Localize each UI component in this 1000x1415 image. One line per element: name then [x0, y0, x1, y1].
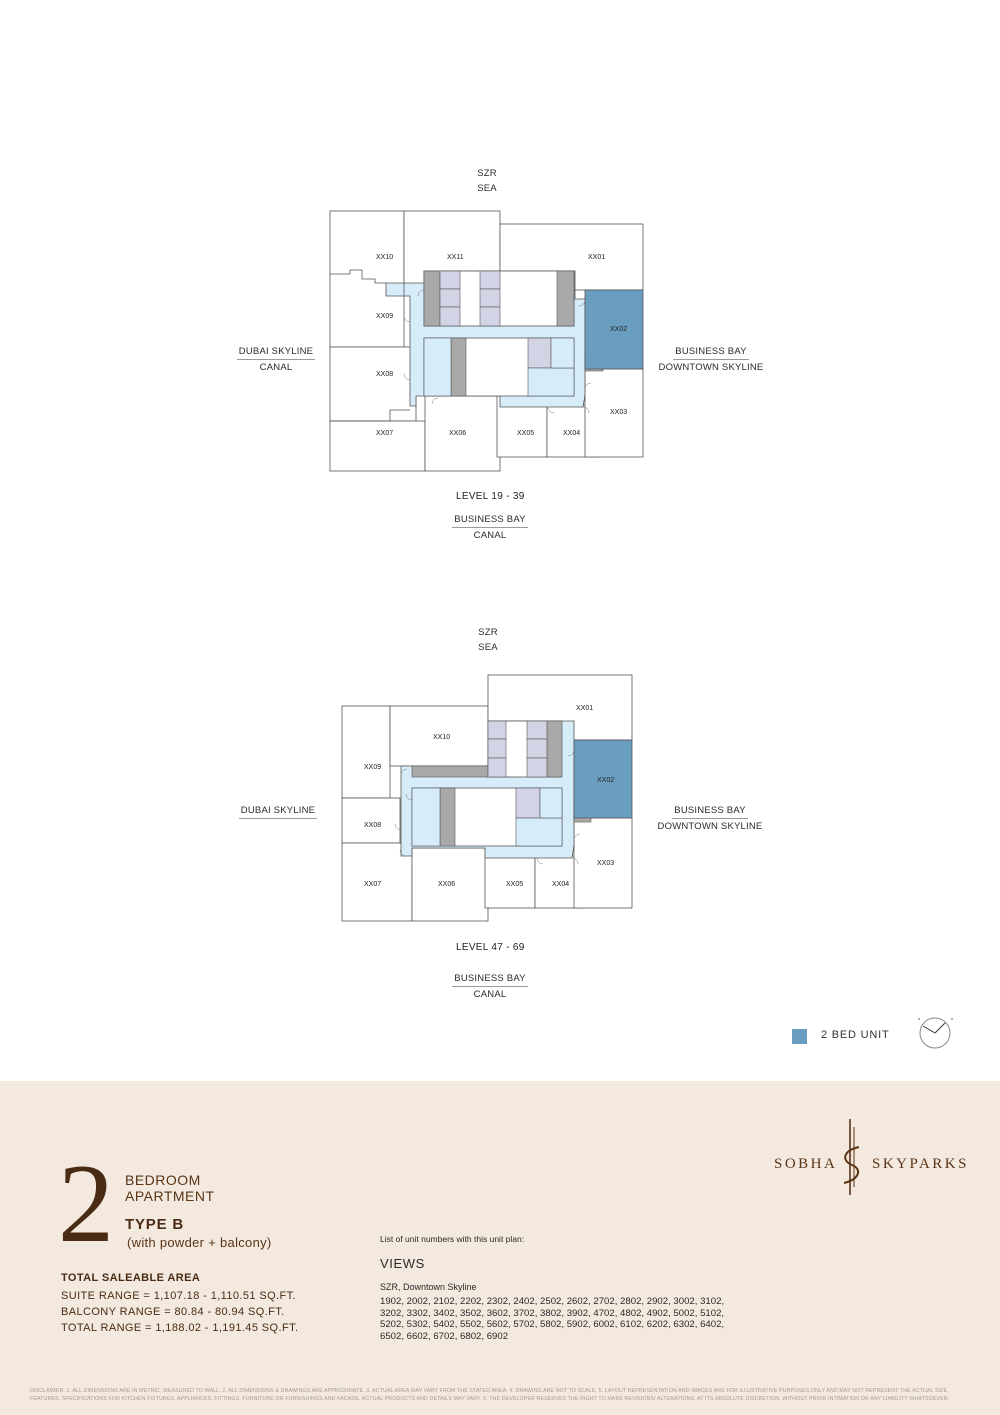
plan2-top-line2: SEA	[478, 642, 498, 653]
unit-type-line1: BEDROOM	[125, 1172, 201, 1188]
plan1-right-line2: DOWNTOWN SKYLINE	[658, 362, 764, 373]
label2-xx01: XX01	[576, 705, 594, 712]
disclaimer: DISCLAIMER: 1. ALL DIMENSIONS ARE IN METRIC, MEASURED TO WALL. 2. ALL DIMENSIONS & DRAWINGS ARE APPROXIMATE. 3. ACTUAL AREA MAY VARY FROM THE STATED AREA. 4. DRAWING ARE NOT TO SCALE. 5. LAYOUT REPRESENTATION AND IMAGES ARE FOR ILLUSTRATIVE PURPOSES ONLY AND MAY NOT REPRESENT THE ACTUAL SIZE, FEATURES, SPECIFICATIONS FOR KITCHEN FIXTURES, APPLIANCES, FITTINGS, FURNITURE OR FURNISHINGS AND FACADE. ACTUAL PRODUCTS AND DETAILS MAY VARY. 6. THE DEVELOPER RESERVES THE RIGHT TO MAKE REVISIONS/ ALTERATIONS, AT ITS ABSOLUTE DISCRETION, WITHOUT PRIOR INTIMATION OR ANY LIABILITY WHATSOEVER.	[30, 1388, 950, 1402]
plan1-right-line1: BUSINESS BAY	[673, 344, 748, 360]
plan2-right-line2: DOWNTOWN SKYLINE	[657, 821, 763, 832]
plan2-bottom-line2: CANAL	[473, 989, 507, 1000]
unit-numbers-line: 3202, 3302, 3402, 3502, 3602, 3702, 3802, 3902, 4702, 4802, 4902, 5002, 5102,	[380, 1307, 725, 1319]
plan1-top-line2: SEA	[477, 183, 497, 194]
label2-xx05: XX05	[506, 881, 524, 888]
label-xx01: XX01	[588, 254, 606, 261]
brand-mark-icon	[840, 1117, 864, 1197]
unit-numbers-line: 5202, 5302, 5402, 5502, 5602, 5702, 5802, 5902, 6002, 6102, 6202, 6302, 6402,	[380, 1319, 725, 1330]
unitlist-intro: List of unit numbers with this unit plan:	[380, 1234, 525, 1244]
compass-icon	[914, 1014, 958, 1054]
plan1-left-line2: CANAL	[259, 362, 293, 373]
unit-subtitle: (with powder + balcony)	[127, 1235, 272, 1250]
brand-left: SOBHA	[774, 1156, 838, 1172]
area-title: TOTAL SALEABLE AREA	[61, 1272, 201, 1284]
label2-xx07: XX07	[364, 881, 382, 888]
area-balcony: BALCONY RANGE = 80.84 - 80.94 SQ.FT.	[61, 1306, 285, 1318]
label-xx04: XX04	[563, 430, 581, 437]
label2-xx10: XX10	[433, 734, 451, 741]
area-suite: SUITE RANGE = 1,107.18 - 1,110.51 SQ.FT.	[61, 1290, 296, 1302]
plan2-right-line1: BUSINESS BAY	[672, 803, 747, 819]
label-xx02: XX02	[610, 326, 628, 333]
label-xx10: XX10	[376, 254, 394, 261]
unit-numbers-line: 1902, 2002, 2102, 2202, 2302, 2402, 2502, 2602, 2702, 2802, 2902, 3002, 3102,	[380, 1296, 725, 1307]
plan2-left-line1: DUBAI SKYLINE	[239, 803, 317, 819]
label-xx07: XX07	[376, 430, 394, 437]
plan1-left-line1: DUBAI SKYLINE	[237, 344, 315, 360]
area-total: TOTAL RANGE = 1,188.02 - 1,191.45 SQ.FT.	[61, 1322, 299, 1334]
label2-xx06: XX06	[438, 881, 456, 888]
unit-numbers-line: 6502, 6602, 6702, 6802, 6902	[380, 1330, 509, 1342]
label-xx09: XX09	[376, 313, 394, 320]
label-xx06: XX06	[449, 430, 467, 437]
plan1-top-line1: SZR	[477, 168, 497, 179]
legend-label: 2 BED UNIT	[821, 1029, 890, 1041]
label2-xx09: XX09	[364, 764, 382, 771]
plan1-level: LEVEL 19 - 39	[456, 491, 525, 502]
unit-numbers	[380, 1296, 724, 1342]
unit2-xx09	[342, 706, 390, 798]
unit2-xx08	[342, 798, 400, 843]
plan1-bottom-line2: CANAL	[473, 530, 507, 541]
label-xx08: XX08	[376, 371, 394, 378]
label2-xx04: XX04	[552, 881, 570, 888]
legend-swatch	[792, 1029, 807, 1044]
views-name: SZR, Downtown Skyline	[380, 1282, 477, 1292]
plan2-top-line1: SZR	[478, 627, 498, 638]
views-title: VIEWS	[380, 1256, 425, 1271]
plan2-bottom-line1: BUSINESS BAY	[452, 971, 527, 987]
label2-xx02: XX02	[597, 777, 615, 784]
unit-type: TYPE B	[125, 1216, 184, 1233]
bedroom-count: 2	[58, 1142, 114, 1266]
label-xx05: XX05	[517, 430, 535, 437]
label-xx11: XX11	[447, 254, 464, 261]
plan1-bottom-line1: BUSINESS BAY	[452, 512, 527, 528]
plan2-level: LEVEL 47 - 69	[456, 942, 525, 953]
unit-type-line2: APARTMENT	[125, 1188, 215, 1204]
label2-xx08: XX08	[364, 822, 382, 829]
brand-right: SKYPARKS	[872, 1156, 969, 1172]
label2-xx03: XX03	[597, 860, 615, 867]
label-xx03: XX03	[610, 409, 628, 416]
